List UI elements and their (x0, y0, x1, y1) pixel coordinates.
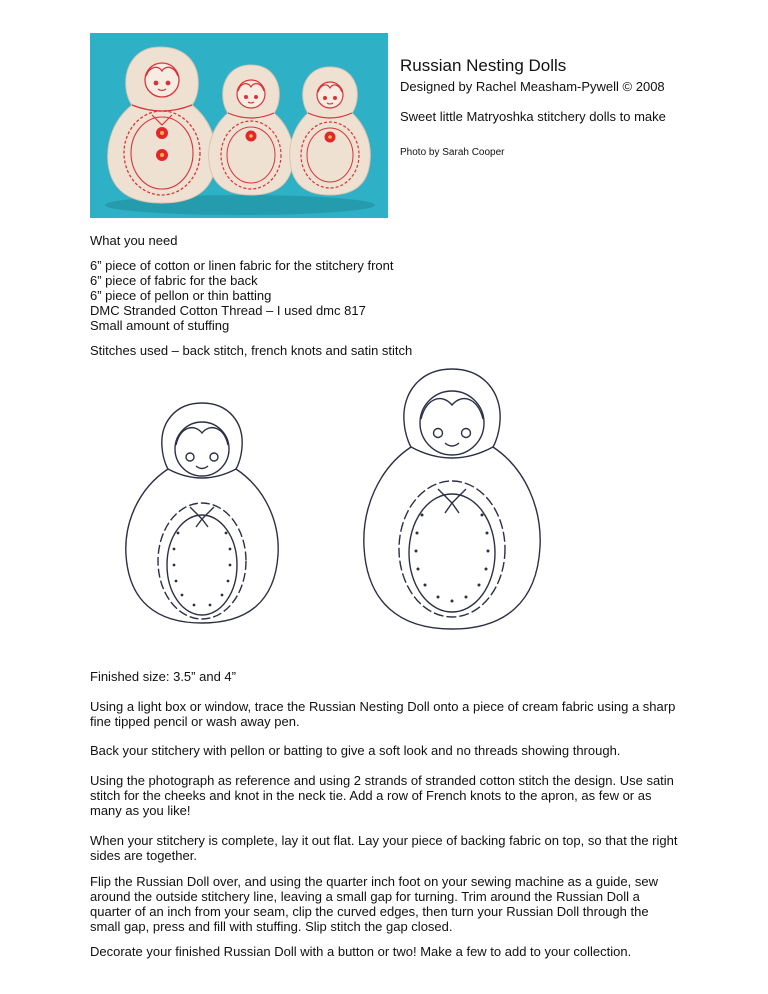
designer-credit: Designed by Rachel Measham-Pywell © 2008 (400, 79, 665, 94)
pattern-illustration (120, 365, 580, 655)
instruction-paragraph: Using a light box or window, trace the Russian Nesting Doll onto a piece of cream fabric using a sharp fine tipped pencil or wash away pen. (90, 699, 676, 729)
photo-illustration (90, 33, 388, 218)
material-item: DMC Stranded Cotton Thread – I used dmc 817 (90, 303, 366, 318)
pattern-doll-large-knots (415, 514, 490, 603)
material-item: 6” piece of cotton or linen fabric for the stitchery front (90, 258, 394, 273)
instruction-paragraph: Flip the Russian Doll over, and using the quarter inch foot on your sewing machine as a guide, sew around the outside stitchery line, leaving a small gap for turning. Trim around the Russian Doll a quarter of an inch from your seam, clip the curved edges, then turn your Russian Doll through the small gap, press and fill with stuffing. Slip stitch the gap closed. (90, 874, 658, 934)
dolls-photo (90, 33, 388, 218)
materials-list (90, 258, 680, 333)
stitches-used: Stitches used – back stitch, french knots and satin stitch (90, 343, 413, 358)
instruction-paragraph: Using the photograph as reference and using 2 strands of stranded cotton stitch the design. Use satin stitch for the cheeks and knot in the neck tie. Add a row of French knots to the apron, as few or as many as you like! (90, 773, 674, 818)
instruction-paragraph: When your stitchery is complete, lay it out flat. Lay your piece of backing fabric on top, so that the right sides are together. (90, 833, 678, 863)
page-title: Russian Nesting Dolls (400, 56, 567, 75)
photo-credit: Photo by Sarah Cooper (400, 147, 505, 158)
finished-size: Finished size: 3.5” and 4” (90, 669, 236, 684)
pattern-templates (120, 365, 580, 655)
instruction-paragraph: Decorate your finished Russian Doll with a button or two! Make a few to add to your collection. (90, 944, 632, 959)
material-item: 6” piece of fabric for the back (90, 273, 258, 288)
header (400, 56, 740, 159)
pattern-doll-large (364, 369, 540, 629)
needs-heading: What you need (90, 233, 178, 248)
pattern-doll-small-knots (173, 532, 232, 607)
pattern-doll-small (126, 403, 278, 623)
material-item: 6” piece of pellon or thin batting (90, 288, 272, 303)
material-item: Small amount of stuffing (90, 318, 230, 333)
instruction-paragraph: Back your stitchery with pellon or batting to give a soft look and no threads showing through. (90, 743, 621, 758)
tagline: Sweet little Matryoshka stitchery dolls to make (400, 109, 666, 124)
